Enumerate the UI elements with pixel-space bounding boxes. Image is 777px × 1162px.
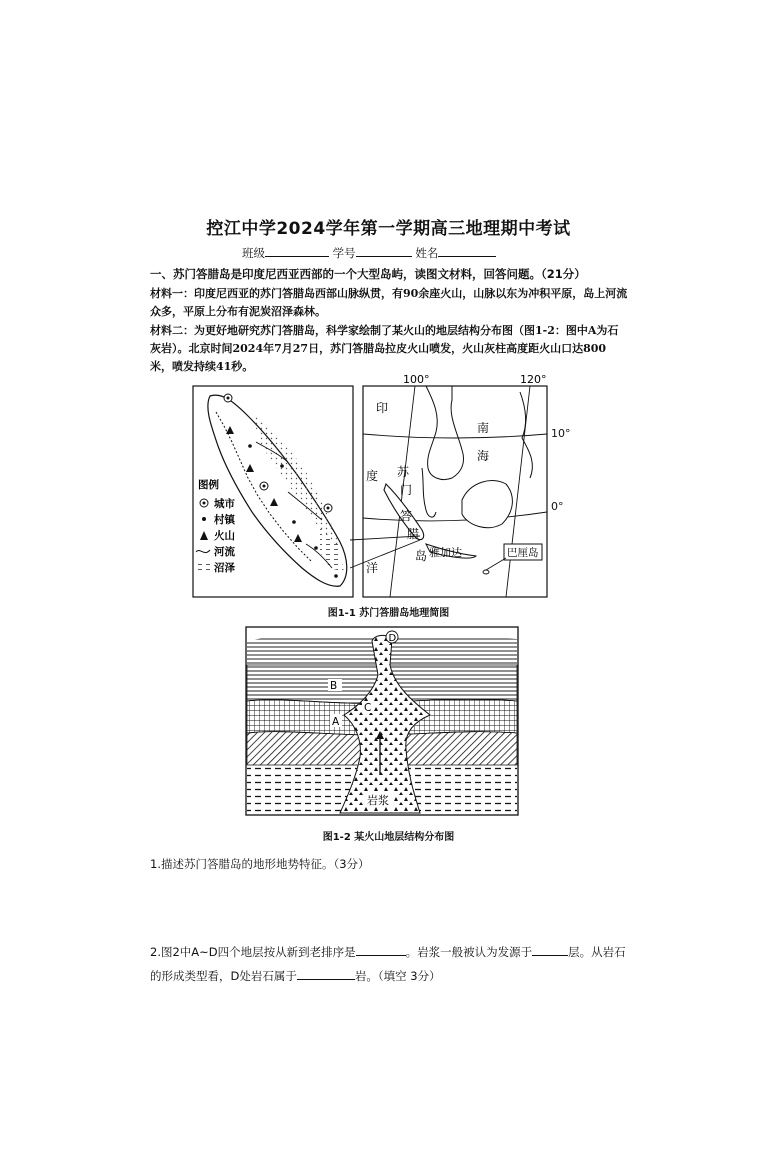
town-marker <box>334 574 338 578</box>
city-marker <box>263 485 266 488</box>
label-du: 度 <box>366 469 379 483</box>
legend-volcano-label: 火山 <box>214 530 235 542</box>
legend-river-label: 河流 <box>214 546 235 558</box>
material-one: 材料一：印度尼西亚的苏门答腊岛西部山脉纵贯，有90余座火山，山脉以东为冲积平原，岛上河流众多，平原上分布有泥炭沼泽森林。 <box>150 287 628 318</box>
class-field[interactable] <box>265 244 329 257</box>
section-heading: 一、苏门答腊岛是印度尼西亚西部的一个大型岛屿，读图文材料，回答问题。（21分） <box>150 267 586 281</box>
label-b: B <box>330 680 338 692</box>
label-hai: 海 <box>477 449 490 463</box>
name-field[interactable] <box>438 244 496 257</box>
legend-city-label: 城市 <box>214 498 235 510</box>
latitude-10-text: 10° <box>551 427 571 440</box>
label-men: 门 <box>400 483 413 497</box>
label-su: 苏 <box>397 465 410 479</box>
longitude-120-label: 120° <box>520 373 547 386</box>
longitude-100-label: 100° <box>403 373 430 386</box>
town-marker <box>314 546 318 550</box>
label-jakarta: 雅加达 <box>429 546 462 559</box>
legend-title: 图例 <box>198 479 219 491</box>
label-dao: 岛 <box>415 549 428 563</box>
bali-island <box>483 570 489 574</box>
answer-blank-rock-type[interactable] <box>297 966 355 980</box>
question-2-text-4: 岩。（填空 3分） <box>354 969 441 983</box>
legend-swamp-label: 沼泽 <box>214 562 235 574</box>
legend-swamp-icon <box>196 564 210 572</box>
question-2-text-3: 层。从岩石的形成类型看，D处岩石属于 <box>150 945 626 983</box>
label-a: A <box>332 716 340 728</box>
latitude-0-text: 0° <box>551 500 564 513</box>
answer-blank-magma-source[interactable] <box>532 942 568 956</box>
town-marker <box>280 464 284 468</box>
answer-blank-order[interactable] <box>356 942 406 956</box>
label-da: 答 <box>400 509 413 523</box>
city-marker <box>227 397 230 400</box>
question-2-text-2: 。岩浆一般被认为发源于 <box>405 945 533 959</box>
label-d: D <box>388 633 397 644</box>
name-label: 姓名 <box>415 246 439 260</box>
label-yin: 印 <box>376 401 389 415</box>
legend-town-label: 村镇 <box>214 514 235 526</box>
town-marker <box>248 444 252 448</box>
label-la: 腊 <box>407 527 420 541</box>
question-2 <box>150 940 635 988</box>
figure-1-1 <box>190 372 560 600</box>
figure-1-1-caption: 图1-1 苏门答腊岛地理简图 <box>327 608 450 619</box>
label-c: C <box>364 702 372 714</box>
legend-city-icon <box>203 502 206 505</box>
student-info-line <box>242 244 496 261</box>
label-magma: 岩浆 <box>367 794 389 807</box>
label-nan: 南 <box>477 421 490 435</box>
city-marker <box>327 507 330 510</box>
label-yang: 洋 <box>366 561 379 575</box>
figure-1-2-caption: 图1-2 某火山地层结构分布图 <box>322 832 455 843</box>
class-label: 班级 <box>242 246 265 260</box>
question-1: 1.描述苏门答腊岛的地形地势特征。（3分） <box>150 857 370 871</box>
label-bali: 巴厘岛 <box>507 547 539 559</box>
question-2-text-1: 2.图2中A~D四个地层按从新到老排序是 <box>150 945 356 959</box>
material-two: 材料二：为更好地研究苏门答腊岛，科学家绘制了某火山的地层结构分布图（图1-2：图中A为石灰岩）。北京时间2024年7月27日，苏门答腊岛拉皮火山喷发，火山灰柱高度距火山口达800米，喷发持续41秒。 <box>150 324 619 373</box>
student-id-field[interactable] <box>356 244 412 257</box>
figure-1-2 <box>244 625 520 817</box>
exam-title: 控江中学2024学年第一学期高三地理期中考试 <box>206 219 571 239</box>
legend-town-icon <box>202 517 206 521</box>
student-id-label: 学号 <box>332 246 356 260</box>
town-marker <box>292 520 296 524</box>
